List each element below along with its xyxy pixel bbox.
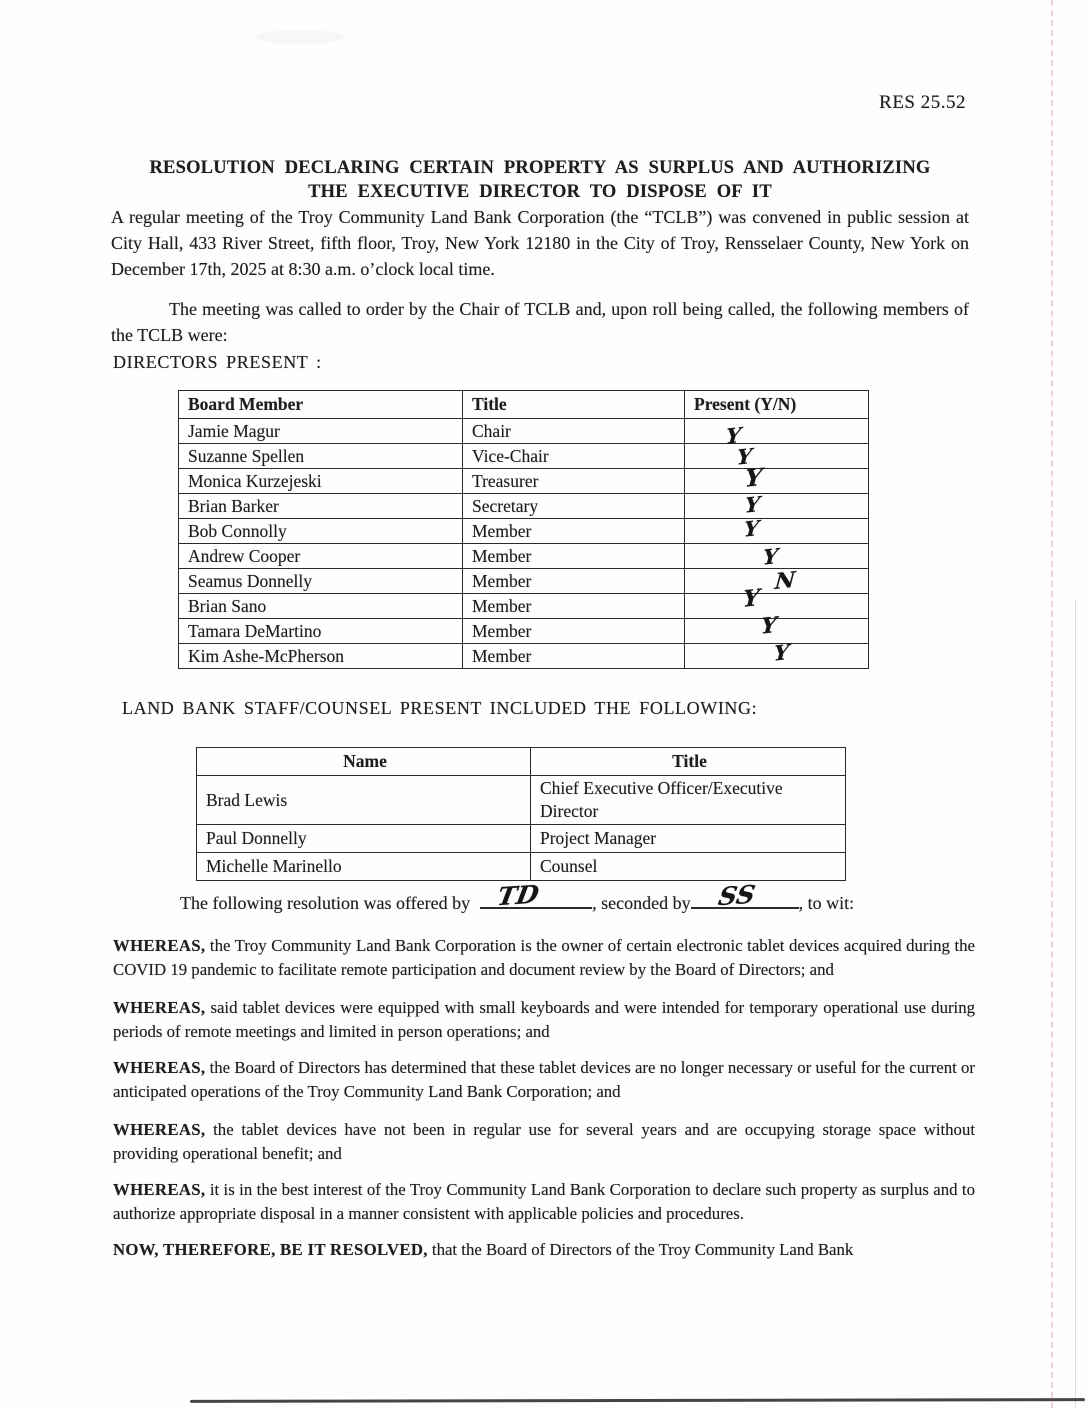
- staff-counsel-heading: LAND BANK STAFF/COUNSEL PRESENT INCLUDED THE FOLLOWING:: [122, 698, 758, 718]
- board-member-title: Member: [463, 569, 685, 594]
- board-member-name: Jamie Magur: [179, 419, 463, 444]
- staff-title: Project Manager: [531, 825, 846, 853]
- board-member-name: Bob Connolly: [179, 519, 463, 544]
- staff-name: Paul Donnelly: [197, 825, 531, 853]
- whereas-lead: WHEREAS,: [113, 1180, 206, 1199]
- handwritten-present-mark: Y: [725, 422, 743, 449]
- staff-table-header-row: [197, 748, 846, 776]
- table-row: [179, 619, 869, 644]
- table-row: [179, 444, 869, 469]
- staff-name: Michelle Marinello: [197, 853, 531, 881]
- whereas-text: the tablet devices have not been in regular use for several years and are occupying storage space without providing operational benefit; and: [113, 1120, 975, 1163]
- resolution-title: [112, 156, 968, 204]
- present-mark-cell: [685, 515, 869, 544]
- resolution-offered-line: [180, 879, 980, 914]
- table-row: [197, 776, 846, 825]
- whereas-text: it is in the best interest of the Troy Community Land Bank Corporation to declare such property as surplus and to authorize appropriate disposal in a manner consistent with applicable policies and procedures.: [113, 1180, 975, 1223]
- resolved-text: that the Board of Directors of the Troy Community Land Bank: [427, 1240, 854, 1259]
- board-member-name: Seamus Donnelly: [179, 569, 463, 594]
- table-row: [179, 419, 869, 444]
- directors-col-title: Title: [463, 391, 685, 419]
- whereas-lead: WHEREAS,: [113, 936, 206, 955]
- present-mark-cell: [685, 462, 869, 494]
- handwritten-present-mark: Y: [741, 584, 761, 613]
- seconded-by-blank: [691, 879, 799, 912]
- offered-by-text: The following resolution was offered by: [180, 893, 471, 913]
- handwritten-present-mark: Y: [762, 543, 780, 570]
- board-member-title: Member: [463, 644, 685, 669]
- whereas-text: the Board of Directors has determined that these tablet devices are no longer necessary or useful for the current or anticipated operations of the Troy Community Land Bank Corporation; and: [113, 1058, 975, 1101]
- staff-title: Counsel: [531, 853, 846, 881]
- staff-col-title: Title: [531, 748, 846, 776]
- handwritten-present-mark: Y: [773, 639, 791, 666]
- resolved-clause: [113, 1238, 975, 1262]
- board-member-name: Kim Ashe-McPherson: [179, 644, 463, 669]
- directors-present-heading: DIRECTORS PRESENT :: [113, 352, 322, 372]
- board-member-name: Monica Kurzejeski: [179, 469, 463, 494]
- handwritten-offered-initials: TD: [495, 879, 542, 912]
- whereas-text: said tablet devices were equipped with small keyboards and were intended for temporary operational use during periods of remote meetings and limited in person operations; and: [113, 998, 975, 1041]
- board-member-name: Andrew Cooper: [179, 544, 463, 569]
- handwritten-present-mark: Y: [743, 462, 764, 493]
- scan-artifact-right-faint-line: [1075, 600, 1076, 1408]
- directors-present-table: [178, 390, 869, 669]
- directors-table-header-row: [179, 391, 869, 419]
- directors-col-board-member: Board Member: [179, 391, 463, 419]
- table-row: [179, 644, 869, 669]
- board-member-title: Member: [463, 594, 685, 619]
- to-wit-text: , to wit:: [798, 893, 855, 913]
- scan-artifact-right-dashed-line: [1051, 0, 1053, 1408]
- table-row: [179, 569, 869, 594]
- staff-name: Brad Lewis: [197, 776, 531, 825]
- scan-artifact-bottom-edge-line: [190, 1398, 1085, 1403]
- whereas-lead: WHEREAS,: [113, 1120, 206, 1139]
- whereas-text: the Troy Community Land Bank Corporation is the owner of certain electronic tablet devices acquired during the COVID 19 pandemic to facilitate remote participation and document review by the Board of Directors; and: [113, 936, 975, 979]
- present-mark-cell: [685, 639, 869, 669]
- present-mark-cell: [685, 444, 869, 469]
- resolved-lead: NOW, THEREFORE, BE IT RESOLVED,: [113, 1240, 428, 1259]
- handwritten-present-mark: Y: [736, 443, 754, 470]
- board-member-name: Suzanne Spellen: [179, 444, 463, 469]
- offered-by-blank: [480, 879, 592, 912]
- present-mark-cell: [685, 491, 869, 519]
- board-member-name: Brian Barker: [179, 494, 463, 519]
- board-member-title: Member: [463, 619, 685, 644]
- whereas-lead: WHEREAS,: [113, 1058, 206, 1077]
- table-row: [197, 853, 846, 881]
- handwritten-seconded-initials: SS: [715, 879, 758, 912]
- staff-counsel-table: [196, 747, 846, 881]
- table-row: [179, 494, 869, 519]
- present-mark-cell: [685, 569, 869, 594]
- table-row: [179, 469, 869, 494]
- board-member-title: Vice-Chair: [463, 444, 685, 469]
- board-member-title: Secretary: [463, 494, 685, 519]
- resolution-title-line2: THE EXECUTIVE DIRECTOR TO DISPOSE OF IT: [308, 182, 772, 202]
- scan-artifact-smudge: [255, 30, 345, 44]
- board-member-name: Tamara DeMartino: [179, 619, 463, 644]
- board-member-title: Member: [463, 544, 685, 569]
- intro-paragraph: A regular meeting of the Troy Community Land Bank Corporation (the “TCLB”) was convened in public session at City Hall, 433 River Street, fifth floor, Troy, New York 12180 in the City of Troy, Rensselaer County, New York on December 17th, 2025 at 8:30 a.m. o’clock local time.: [111, 207, 969, 279]
- whereas-lead: WHEREAS,: [113, 998, 206, 1017]
- directors-col-present: Present (Y/N): [685, 391, 869, 419]
- seconded-by-text: , seconded by: [592, 893, 691, 913]
- whereas-clause-3: [113, 1056, 975, 1104]
- present-mark-cell: [685, 544, 869, 569]
- resolution-title-line1: RESOLUTION DECLARING CERTAIN PROPERTY AS SURPLUS AND AUTHORIZING: [149, 158, 931, 178]
- board-member-title: Treasurer: [463, 469, 685, 494]
- staff-title: Chief Executive Officer/Executive Director: [531, 776, 846, 825]
- staff-col-name: Name: [197, 748, 531, 776]
- handwritten-present-mark: Y: [743, 515, 761, 542]
- board-member-name: Brian Sano: [179, 594, 463, 619]
- whereas-clause-2: [113, 996, 975, 1044]
- roll-call-paragraph: The meeting was called to order by the Chair of TCLB and, upon roll being called, the following members of the TCLB were:: [111, 299, 969, 345]
- board-member-title: Chair: [463, 419, 685, 444]
- handwritten-present-mark: N: [773, 567, 797, 595]
- present-mark-cell: [685, 419, 869, 449]
- whereas-clause-5: [113, 1178, 975, 1226]
- handwritten-present-mark: Y: [744, 491, 762, 518]
- document-reference: RES 25.52: [879, 92, 966, 113]
- board-member-title: Member: [463, 519, 685, 544]
- whereas-clause-1: [113, 934, 975, 982]
- whereas-clause-4: [113, 1118, 975, 1166]
- handwritten-present-mark: Y: [759, 612, 778, 640]
- table-row: [179, 544, 869, 569]
- table-row: [197, 825, 846, 853]
- table-row: [179, 519, 869, 544]
